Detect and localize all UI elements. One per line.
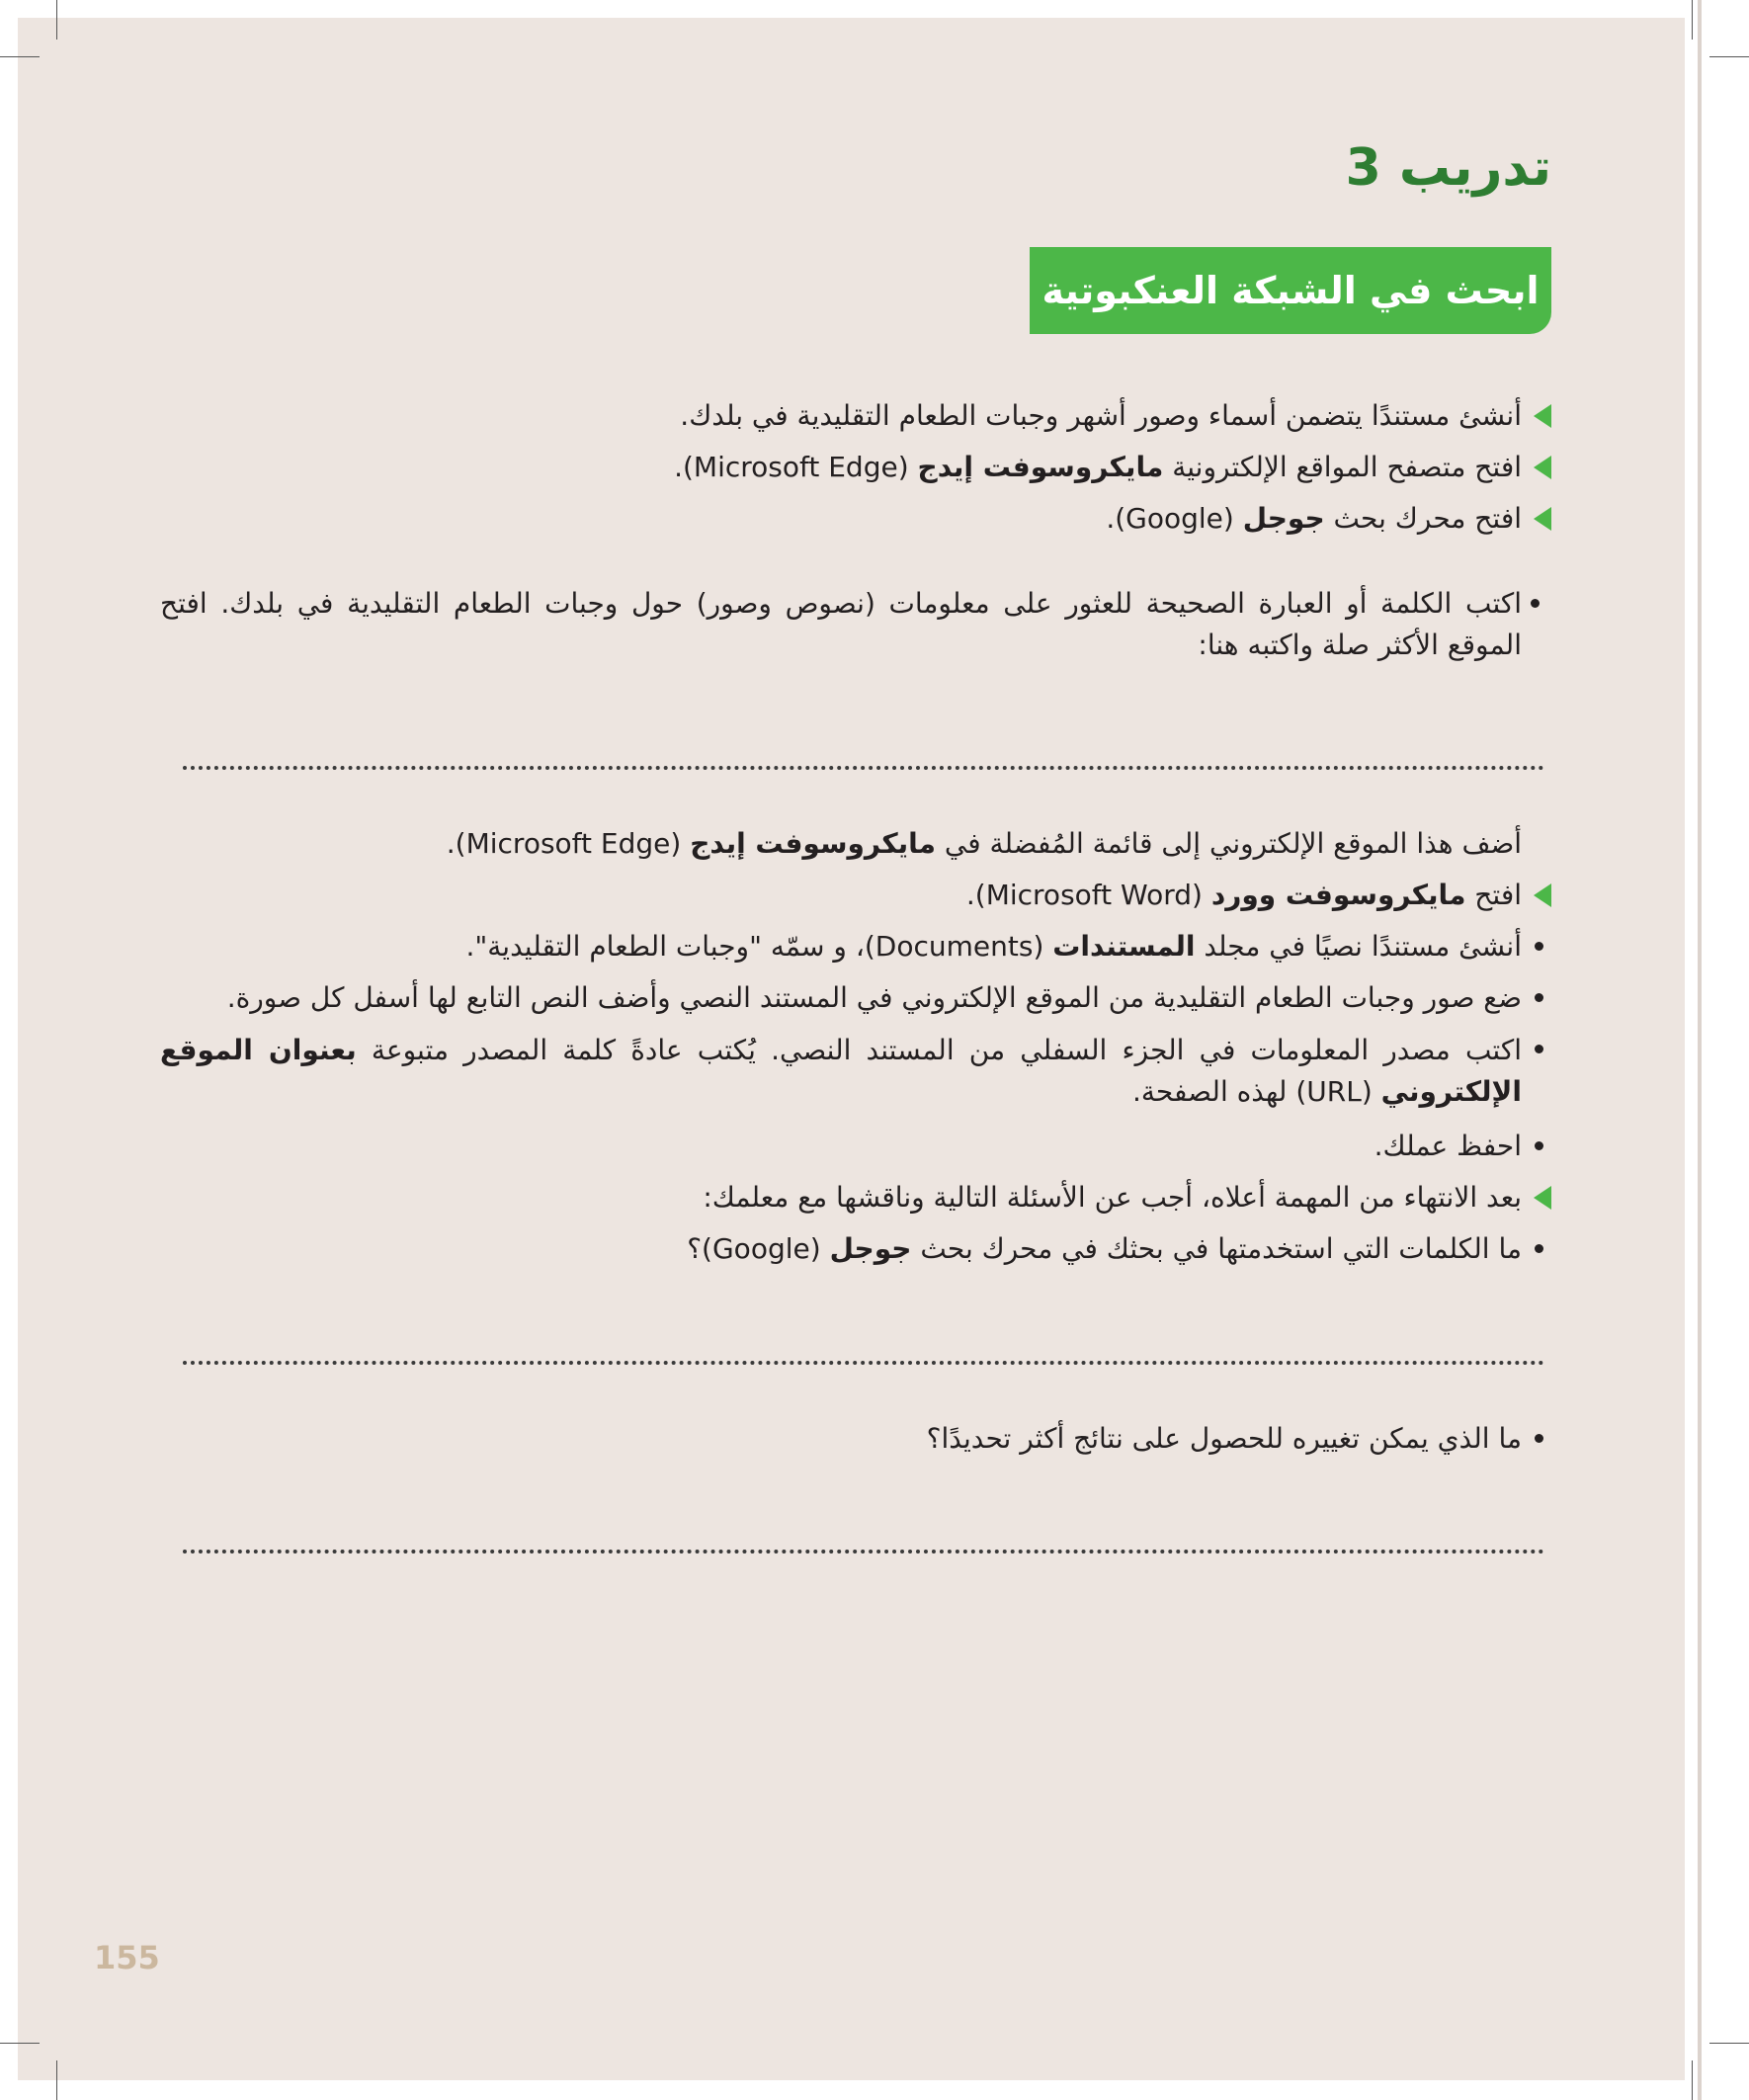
answer-line-keywords[interactable] <box>183 1361 1544 1365</box>
bullet-save-work: احفظ عملك. <box>1374 1130 1522 1162</box>
bullet-dot <box>1535 942 1543 951</box>
step-marker-icon <box>1534 456 1551 479</box>
bullet-dot <box>1535 1045 1543 1053</box>
banner-text: ابحث في الشبكة العنكبوتية <box>1041 269 1540 312</box>
exercise-title: تدريب 3 <box>1345 138 1551 198</box>
bullet-dot <box>1535 1244 1543 1253</box>
bullet-dot <box>1531 599 1540 608</box>
step-marker-icon <box>1534 883 1551 907</box>
section-banner <box>1030 247 1551 334</box>
step-answer-questions: بعد الانتهاء من المهمة أعلاه، أجب عن الأسئلة التالية وناقشها مع معلمك: <box>703 1181 1522 1214</box>
step-create-document: أنشئ مستندًا يتضمن أسماء وصور أشهر وجبات الطعام التقليدية في بلدك. <box>680 399 1522 432</box>
step-marker-icon <box>1534 1186 1551 1210</box>
answer-line-refine[interactable] <box>183 1550 1544 1554</box>
step-open-word: افتح مايكروسوفت وورد (Microsoft Word). <box>965 879 1522 911</box>
answer-line-website[interactable] <box>183 766 1544 770</box>
bullet-create-text-doc: أنشئ مستندًا نصيًا في مجلد المستندات (Documents)، و سمّه "وجبات الطعام التقليدية". <box>465 930 1522 963</box>
question-keywords: ما الكلمات التي استخدمتها في بحثك في محرك بحث جوجل (Google)؟ <box>687 1232 1522 1265</box>
favorites-instruction: أضف هذا الموقع الإلكتروني إلى قائمة المُفضلة في مايكروسوفت إيدج (Microsoft Edge). <box>446 827 1522 860</box>
question-refine-results: ما الذي يمكن تغييره للحصول على نتائج أكثر تحديدًا؟ <box>926 1422 1522 1455</box>
bullet-dot <box>1535 993 1543 1002</box>
bullet-dot <box>1535 1434 1543 1443</box>
step-marker-icon <box>1534 404 1551 428</box>
step-open-edge: افتح متصفح المواقع الإلكترونية مايكروسوفت إيدج (Microsoft Edge). <box>674 451 1522 483</box>
step-marker-icon <box>1534 507 1551 531</box>
page-number: 155 <box>94 1939 160 1976</box>
bullet-write-source: اكتب مصدر المعلومات في الجزء السفلي من المستند النصي. يُكتب عادةً كلمة المصدر متبوعة بعنوان الموقع الإلكتروني (URL) لهذه الصفحة. <box>160 1034 1522 1108</box>
bullet-dot <box>1535 1141 1543 1150</box>
step-open-google: افتح محرك بحث جوجل (Google). <box>1106 502 1522 535</box>
bullet-insert-images: ضع صور وجبات الطعام التقليدية من الموقع الإلكتروني في المستند النصي وأضف النص التابع لها أسفل كل صورة. <box>226 981 1522 1014</box>
search-instruction: اكتب الكلمة أو العبارة الصحيحة للعثور على معلومات (نصوص وصور) حول وجبات الطعام التقليدية في بلدك. افتح الموقع الأكثر صلة واكتبه هنا: <box>160 587 1522 661</box>
